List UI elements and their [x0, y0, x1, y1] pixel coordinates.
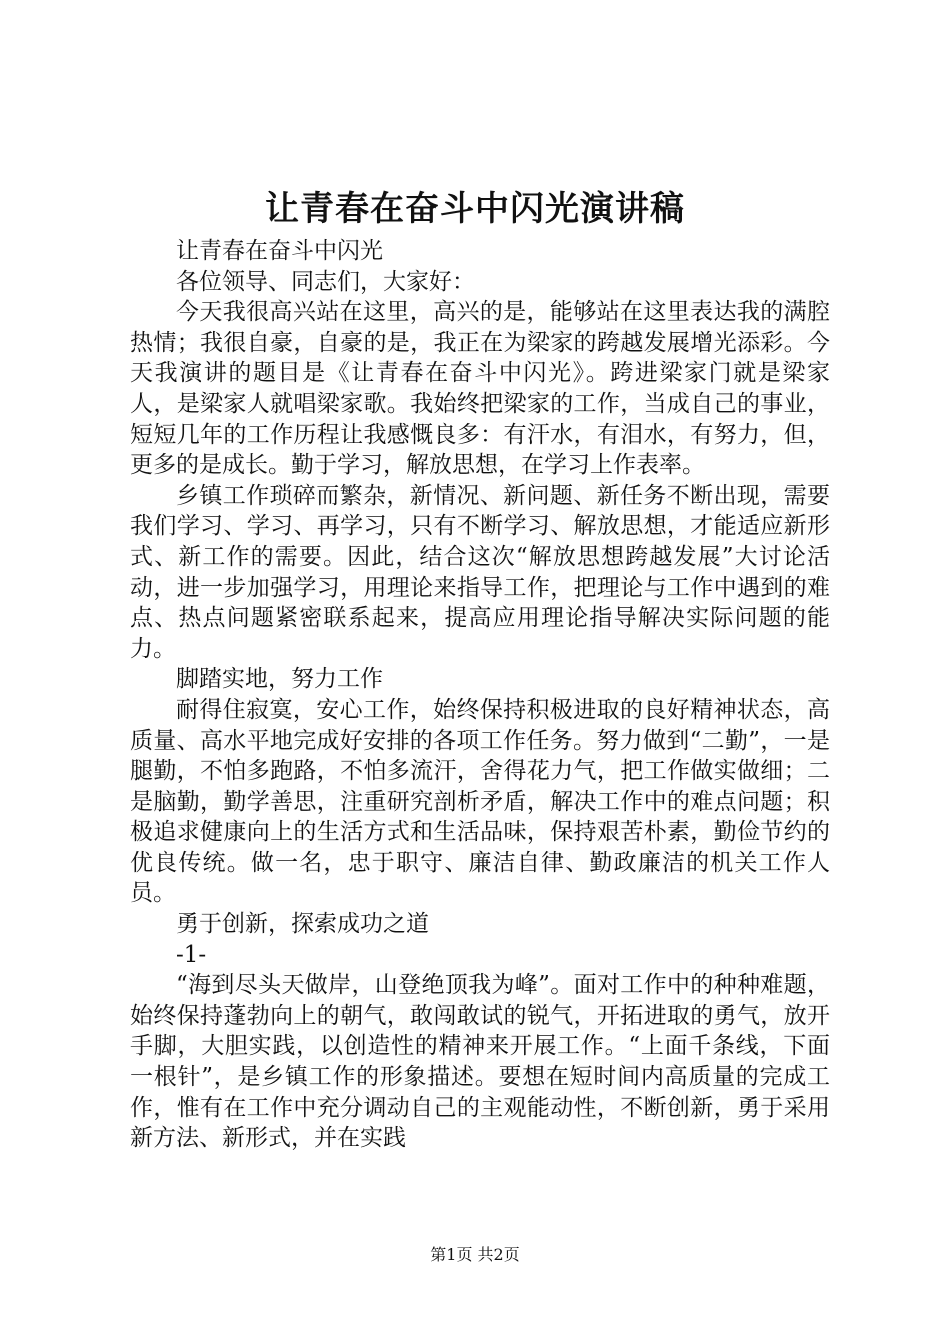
document-title: 让青春在奋斗中闪光演讲稿	[265, 189, 685, 229]
salutation: 各位领导、同志们，大家好：	[176, 268, 475, 295]
section-heading: 脚踏实地，努力工作	[176, 666, 383, 693]
body-paragraph: 耐得住寂寞，安心工作，始终保持积极进取的良好精神状态，高质量、高水平地完成好安排的各项工作任务。努力做到“二勤”，一是腿勤，不怕多跑路，不怕多流汗，舍得花力气，把工作做实做细；二是脑勤，勤学善思，注重研究剖析矛盾，解决工作中的难点问题；积极追求健康向上的生活方式和生活品味，保持艰苦朴素，勤俭节约的优良传统。做一名，忠于职守、廉洁自律、勤政廉洁的机关工作人员。	[130, 696, 830, 907]
speech-subtitle: 让青春在奋斗中闪光	[176, 238, 383, 264]
document-body	[130, 236, 830, 1154]
page-footer: 第1页 共2页	[430, 1245, 520, 1264]
section-heading: 勇于创新，探索成功之道	[176, 911, 429, 938]
inline-page-number: -1-	[176, 941, 207, 968]
body-paragraph: 今天我很高兴站在这里，高兴的是，能够站在这里表达我的满腔热情；我很自豪，自豪的是，我正在为梁家的跨越发展增光添彩。今天我演讲的题目是《让青春在奋斗中闪光》。跨进梁家门就是梁家人，是梁家人就唱梁家歌。我始终把梁家的工作，当成自己的事业，短短几年的工作历程让我感慨良多：有汗水，有泪水，有努力，但，更多的是成长。勤于学习，解放思想，在学习上作表率。	[130, 299, 830, 479]
body-paragraph: 乡镇工作琐碎而繁杂，新情况、新问题、新任务不断出现，需要我们学习、学习、再学习，只有不断学习、解放思想，才能适应新形式、新工作的需要。因此，结合这次“解放思想跨越发展”大讨论活动，进一步加强学习，用理论来指导工作，把理论与工作中遇到的难点、热点问题紧密联系起来，提高应用理论指导解决实际问题的能力。	[130, 482, 830, 662]
body-paragraph: “海到尽头天做岸，山登绝顶我为峰”。面对工作中的种种难题，始终保持蓬勃向上的朝气，敢闯敢试的锐气，开拓进取的勇气，放开手脚，大胆实践，以创造性的精神来开展工作。“上面千条线，下面一根针”，是乡镇工作的形象描述。要想在短时间内高质量的完成工作，惟有在工作中充分调动自己的主观能动性，不断创新，勇于采用新方法、新形式，并在实践	[130, 972, 830, 1152]
